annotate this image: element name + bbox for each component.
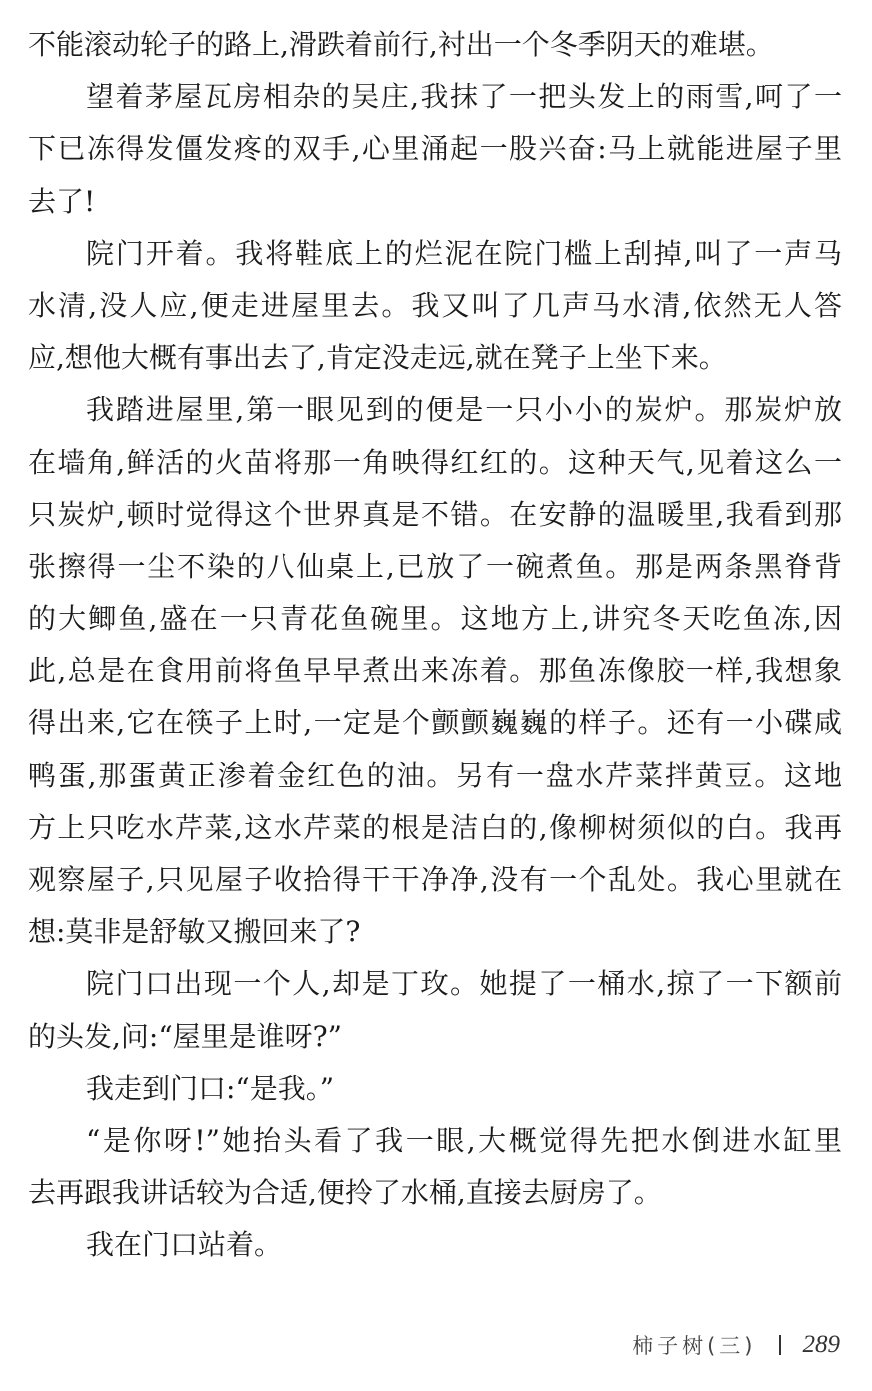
text-line: 得出来,它在筷子上时,一定是个颤颤巍巍的样子。还有一小碟咸 xyxy=(28,706,842,740)
text-line: 我走到门口:“是我。” xyxy=(86,1071,335,1105)
text-line: 应,想他大概有事出去了,肯定没走远,就在凳子上坐下来。 xyxy=(28,341,727,375)
text-line: 我在门口站着。 xyxy=(86,1228,283,1262)
text-line: 去再跟我讲话较为合适,便拎了水桶,直接去厨房了。 xyxy=(28,1176,662,1210)
body-text xyxy=(28,19,842,1272)
text-line: 的头发,问:“屋里是谁呀?” xyxy=(28,1019,342,1053)
paragraph xyxy=(28,1219,842,1271)
footer-separator xyxy=(779,1335,781,1355)
text-line: 在墙角,鲜活的火苗将那一角映得红红的。这种天气,见着这么一 xyxy=(28,445,842,479)
text-line: 观察屋子,只见屋子收拾得干干净净,没有一个乱处。我心里就在 xyxy=(28,863,842,896)
running-title: 柿子树(三) xyxy=(632,1334,757,1358)
text-line: 张擦得一尘不染的八仙桌上,已放了一碗煮鱼。那是两条黑脊背 xyxy=(28,549,842,583)
text-line: “是你呀!”她抬头看了我一眼,大概觉得先把水倒进水缸里 xyxy=(86,1123,842,1157)
text-line: 方上只吃水芹菜,这水芹菜的根是洁白的,像柳树须似的白。我再 xyxy=(28,810,842,844)
paragraph xyxy=(28,958,842,1062)
page-number: 289 xyxy=(802,1331,840,1358)
text-line: 的大鲫鱼,盛在一只青花鱼碗里。这地方上,讲究冬天吃鱼冻,因 xyxy=(28,602,842,636)
paragraph xyxy=(28,1115,842,1219)
page-footer xyxy=(632,1330,840,1360)
paragraph xyxy=(28,71,842,228)
text-line: 院门开着。我将鞋底上的烂泥在院门槛上刮掉,叫了一声马 xyxy=(86,236,842,270)
text-line: 只炭炉,顿时觉得这个世界真是不错。在安静的温暖里,我看到那 xyxy=(28,497,842,531)
text-line: 我踏进屋里,第一眼见到的便是一只小小的炭炉。那炭炉放 xyxy=(86,393,842,427)
text-line: 不能滚动轮子的路上,滑跌着前行,衬出一个冬季阴天的难堪。 xyxy=(28,28,774,61)
text-line: 院门口出现一个人,却是丁玫。她提了一桶水,掠了一下额前 xyxy=(86,967,842,1001)
text-line: 想:莫非是舒敏又搬回来了? xyxy=(28,915,361,949)
text-line: 望着茅屋瓦房相杂的吴庄,我抹了一把头发上的雨雪,呵了一 xyxy=(86,80,842,114)
paragraph xyxy=(28,228,842,385)
text-line: 水清,没人应,便走进屋里去。我又叫了几声马水清,依然无人答 xyxy=(28,288,842,322)
text-line: 此,总是在食用前将鱼早早煮出来冻着。那鱼冻像胶一样,我想象 xyxy=(28,654,842,688)
text-line: 鸭蛋,那蛋黄正渗着金红色的油。另有一盘水芹菜拌黄豆。这地 xyxy=(28,758,842,792)
text-line: 去了! xyxy=(28,184,96,218)
paragraph xyxy=(28,1063,842,1115)
paragraph xyxy=(28,384,842,958)
paragraph xyxy=(28,19,842,71)
text-line: 下已冻得发僵发疼的双手,心里涌起一股兴奋:马上就能进屋子里 xyxy=(28,132,842,166)
